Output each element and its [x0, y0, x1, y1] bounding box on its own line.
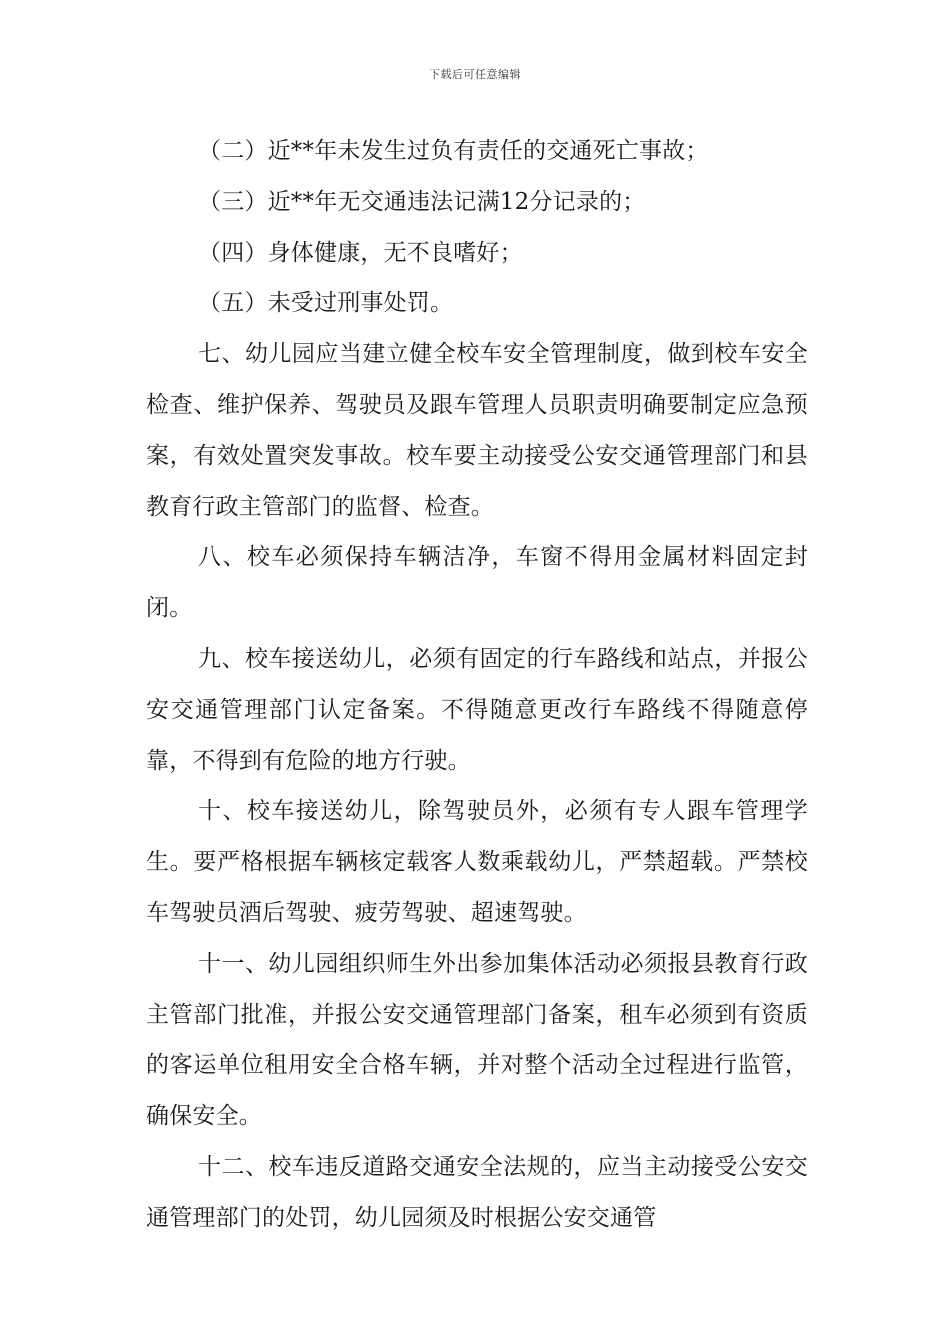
paragraph-item-3: （三）近**年无交通违法记满12分记录的； — [198, 188, 646, 215]
paragraph-item-4: （四）身体健康，无不良嗜好； — [198, 239, 523, 266]
paragraph-article-7: 七、幼儿园应当建立健全校车安全管理制度，做到校车安全检查、维护保养、驾驶员及跟车管理人员职责明确要制定应急预案，有效处置突发事故。校车要主动接受公安交通管理部门和县教育行政主管部门的监督、检查。 — [146, 341, 808, 520]
paragraph-article-11: 十一、幼儿园组织师生外出参加集体活动必须报县教育行政主管部门批准，并报公安交通管理部门备案，租车必须到有资质的客运单位租用安全合格车辆，并对整个活动全过程进行监管，确保安全。 — [146, 950, 808, 1130]
paragraph-article-9: 九、校车接送幼儿，必须有固定的行车路线和站点，并报公安交通管理部门认定备案。不得随意更改行车路线不得随意停靠，不得到有危险的地方行驶。 — [146, 645, 808, 774]
paragraph-item-5: （五）未受过刑事处罚。 — [198, 290, 454, 317]
paragraph-article-12: 十二、校车违反道路交通安全法规的，应当主动接受公安交通管理部门的处罚，幼儿园须及时根据公安交通管 — [146, 1153, 808, 1231]
paragraph-article-8: 八、校车必须保持车辆洁净，车窗不得用金属材料固定封闭。 — [146, 544, 808, 622]
paragraph-article-10: 十、校车接送幼儿，除驾驶员外，必须有专人跟车管理学生。要严格根据车辆核定载客人数乘载幼儿，严禁超载。严禁校车驾驶员酒后驾驶、疲劳驾驶、超速驾驶。 — [146, 798, 808, 926]
paragraph-item-2: （二）近**年未发生过负有责任的交通死亡事故； — [198, 138, 709, 164]
page-header: 下载后可任意编辑 — [429, 68, 521, 81]
document-body — [146, 126, 808, 1244]
